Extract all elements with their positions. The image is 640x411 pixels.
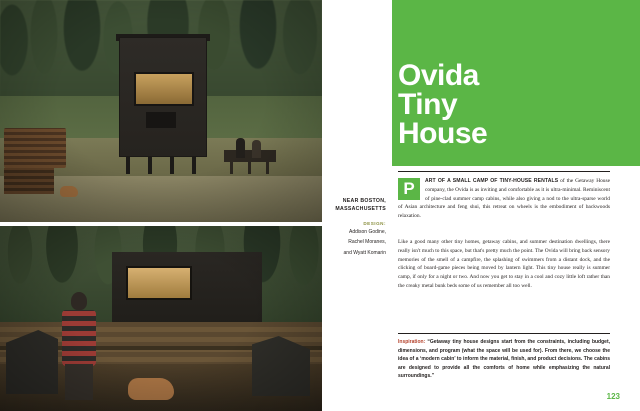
photo-tiny-house-exterior [0, 0, 322, 222]
designer-name-2: Rachel Moranes, [348, 239, 386, 246]
inspiration-quote: “Getaway tiny house designs start from the constraints, including budget, dimensions, and program (what the space will be used for). From there, we choose the idea of a ‘modern cabin’ to inform the material, finish, and product decisions. The cabins are designed to provide all the comforts of home while emphasizing the natural surroundings.” [398, 339, 610, 379]
designer-name-1: Addison Godine, [349, 228, 386, 235]
title-line-3: House [398, 116, 488, 150]
lead-in-rest: of the Getaway House company, the Ovida is as inviting and comfortable as it is ultra-minimal. Reminiscent of pine-clad summer camp cabins, while also giving a nod to the ultra-sparse world of Asian architecture and feng shui, this retreat on wheels is the embodiment of backwoods relaxation. [398, 178, 610, 219]
photo-vignette [0, 0, 322, 222]
location-line-1: NEAR BOSTON, [342, 198, 386, 204]
title-line-2: Tiny [398, 87, 458, 121]
designer-name-3: and Wyatt Komarin [343, 250, 386, 257]
drop-cap: P [398, 178, 420, 200]
credits-block [326, 198, 386, 258]
title-line-1: Ovida [398, 59, 479, 92]
rule-above-inspiration [398, 333, 610, 334]
inspiration-block [398, 338, 610, 381]
inspiration-label: Inspiration: [398, 339, 426, 345]
location-line-2: MASSACHUSETTS [335, 205, 386, 212]
intro-paragraph [398, 177, 610, 221]
photo-deck-evening [0, 226, 322, 411]
body-paragraph: Like a good many other tiny homes, getaway cabins, and summer destination dwellings, there really isn't much to this space, but that's pretty much the point. The Ovida will bring back sensory memories of the smell of a campfire, the splashing of swimmers from a distant dock, and the clicking of board-game pieces being moved by lantern light. This tiny house really is summer camp, if only for a night or two. And now you get to stay in a cool and cozy little loft rather than the creaky metal bunk beds some of us remember all too well. [398, 239, 610, 289]
page-title [398, 59, 608, 150]
lead-in-bold: ART OF A SMALL CAMP OF TINY-HOUSE RENTALS [425, 178, 559, 184]
rule-above-intro [398, 171, 610, 172]
page-number: 123 [606, 392, 620, 401]
photo2-vignette [0, 226, 322, 411]
design-label: DESIGN: [363, 220, 386, 226]
